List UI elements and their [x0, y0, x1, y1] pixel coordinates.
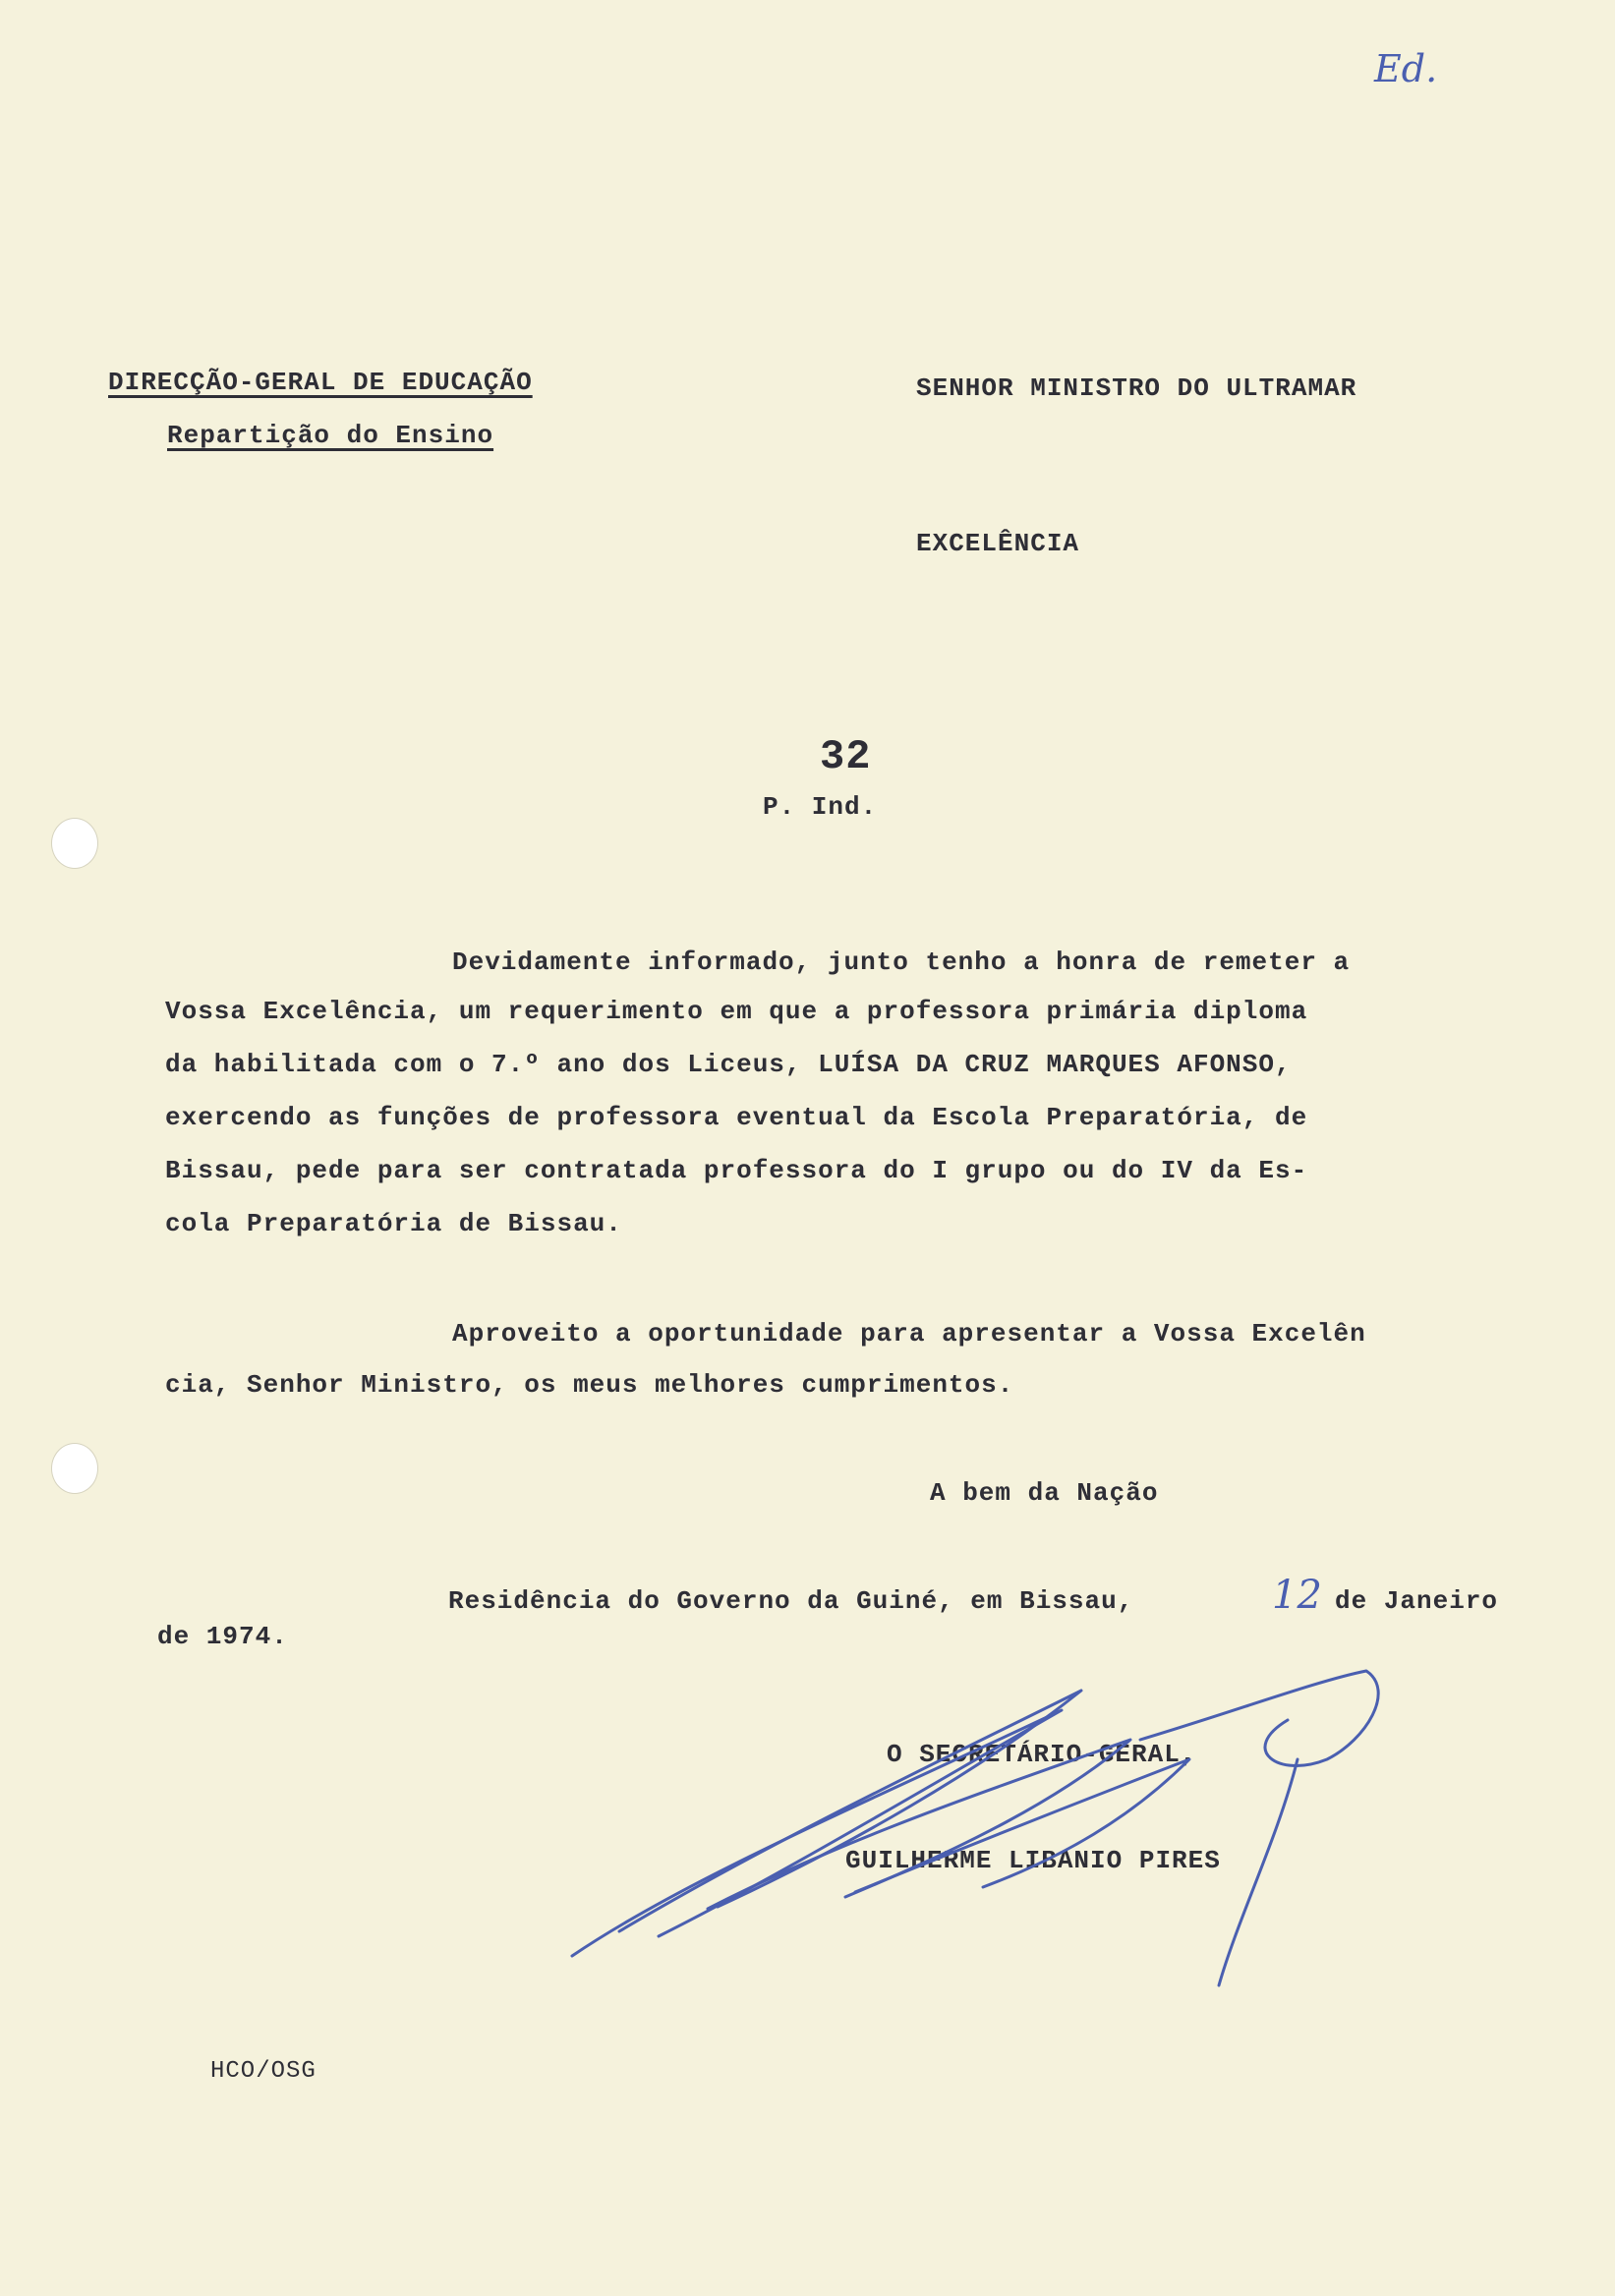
signature-stroke-5 [1140, 1671, 1378, 1765]
signature-stroke-3 [708, 1740, 1130, 1909]
body-p1-line1: Devidamente informado, junto tenho a honra de remeter a [452, 947, 1351, 977]
signature-role: O SECRETÁRIO-GERAL, [887, 1740, 1197, 1769]
reference-number: 32 [820, 733, 872, 780]
body-p2-line1: Aproveito a oportunidade para apresentar a Vossa Excelên [452, 1319, 1366, 1349]
body-p2-line2: cia, Senhor Ministro, os meus melhores cumprimentos. [165, 1370, 1014, 1400]
signature-stroke-6 [1219, 1759, 1298, 1985]
recipient-title: SENHOR MINISTRO DO ULTRAMAR [916, 373, 1357, 403]
handwritten-signature [550, 1651, 1406, 2005]
reference-code: P. Ind. [763, 792, 878, 822]
recipient-salutation: EXCELÊNCIA [916, 529, 1080, 558]
corner-note: Ed. [1374, 47, 1438, 90]
date-day-handwritten: 12 [1272, 1573, 1322, 1618]
reference-initials: HCO/OSG [210, 2058, 317, 2085]
date-year-line: de 1974. [157, 1622, 288, 1651]
punch-hole-top [51, 818, 98, 869]
body-p1-line6: cola Preparatória de Bissau. [165, 1209, 622, 1238]
punch-hole-bottom [51, 1443, 98, 1494]
body-p1-line3: da habilitada com o 7.º ano dos Liceus, LUÍSA DA CRUZ MARQUES AFONSO, [165, 1050, 1292, 1079]
body-p1-line2: Vossa Excelência, um requerimento em que a professora primária diploma [165, 997, 1308, 1026]
signature-name: GUILHERME LIBANIO PIRES [845, 1846, 1221, 1875]
place-date-suffix: de Janeiro [1335, 1586, 1499, 1616]
place-date-prefix: Residência do Governo da Guiné, em Bissau, [448, 1586, 1134, 1616]
closing-motto: A bem da Nação [930, 1478, 1159, 1508]
sender-section: Repartição do Ensino [167, 421, 494, 450]
sender-department: DIRECÇÃO-GERAL DE EDUCAÇÃO [108, 368, 533, 397]
body-p1-line5: Bissau, pede para ser contratada professora do I grupo ou do IV da Es- [165, 1156, 1308, 1185]
body-p1-line4: exercendo as funções de professora eventual da Escola Preparatória, de [165, 1103, 1308, 1132]
